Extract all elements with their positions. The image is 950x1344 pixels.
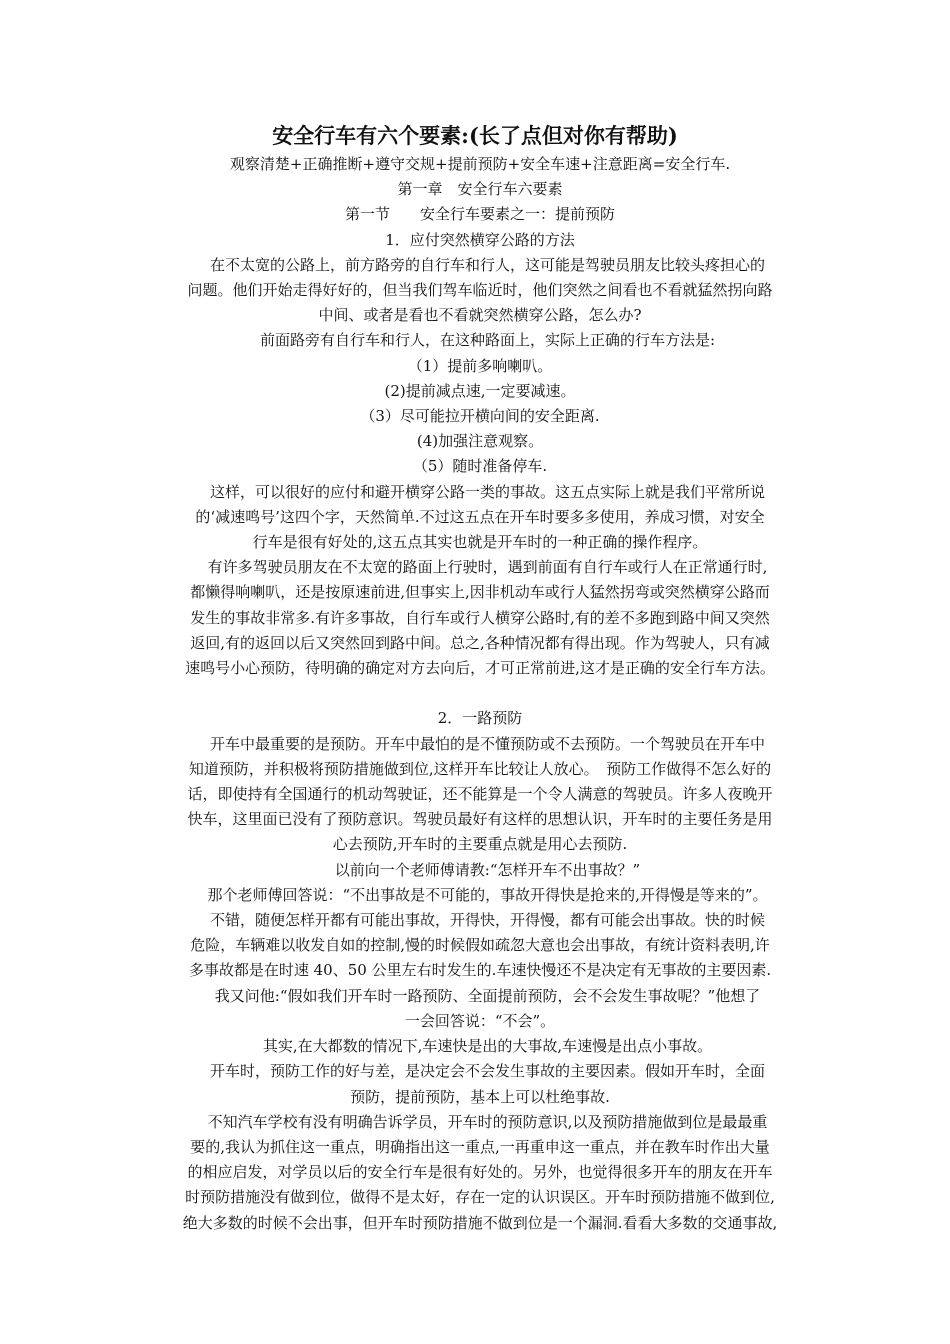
text-line: (2)提前减点速,一定要减速。 <box>384 381 576 400</box>
text-line: 开车时，预防工作的好与差，是决定会不会发生事故的主要因素。假如开车时，全面 <box>194 1062 765 1081</box>
text-line: 这样，可以很好的应付和避开横穿公路一类的事故。这五点实际上就是我们平常所说 <box>194 482 765 501</box>
text-line: 要的,我认为抓住这一重点，明确指出这一重点,一再重申这一重点，并在教车时作出大量 <box>190 1137 770 1156</box>
text-line: （1）提前多响喇叭。 <box>407 356 553 375</box>
text-line: 我又问他:“假如我们开车时一路预防、全面提前预防，会不会发生事故呢？”他想了 <box>199 986 761 1005</box>
text-line: 的‘减速鸣号’这四个字，天然简单.不过这五点在开车时要多多使用，养成习惯，对安全 <box>195 507 765 526</box>
text-line: 速鸣号小心预防，待明确的确定对方去向后，才可正常前进,这才是正确的安全行车方法。 <box>185 659 775 678</box>
document-title: 安全行车有六个要素:(长了点但对你有帮助) <box>272 123 678 148</box>
text-line: 在不太宽的公路上，前方路旁的自行车和行人，这可能是驾驶员朋友比较头疼担心的 <box>194 255 765 274</box>
text-line: 第一章 安全行车六要素 <box>397 180 563 199</box>
text-line: 第一节 安全行车要素之一：提前预防 <box>344 205 615 224</box>
text-line: 2．一路预防 <box>437 709 523 728</box>
blank-line <box>140 681 820 706</box>
text-line: 发生的事故非常多.有许多事故，自行车或行人横穿公路时,有的差不多跑到路中间又突然 <box>190 608 770 627</box>
text-line: 问题。他们开始走得好好的，但当我们驾车临近时，他们突然之间看也不看就猛然拐向路 <box>187 281 773 300</box>
text-line: 不知汽车学校有没有明确告诉学员，开车时的预防意识,以及预防措施做到位是最最重 <box>192 1112 768 1131</box>
text-line: 都懒得响喇叭，还是按原速前进,但事实上,因非机动车或行人猛然拐弯或突然横穿公路而 <box>190 583 770 602</box>
text-line: 话，即使持有全国通行的机动驾驶证，还不能算是一个令人满意的驾驶员。许多人夜晚开 <box>187 785 773 804</box>
text-line: 快车，这里面已没有了预防意识。驾驶员最好有这样的思想认识，开车时的主要任务是用 <box>187 810 773 829</box>
text-line: 危险，车辆难以收发自如的控制,慢的时候假如疏忽大意也会出事故，有统计资料表明,许 <box>190 936 770 955</box>
text-line: 时预防措施没有做到位，做得不是太好，存在一定的认识误区。开车时预防措施不做到位, <box>185 1188 775 1207</box>
text-line: 知道预防，并积极将预防措施做到位,这样开车比较让人放心。 预防工作做得不怎么好的 <box>188 759 772 778</box>
text-line: 观察清楚+正确推断+遵守交规+提前预防+安全车速+注意距离=安全行车. <box>229 155 731 173</box>
text-line: 以前向一个老师傅请教:“怎样开车不出事故？” <box>319 860 641 879</box>
text-line: 多事故都是在时速 40、50 公里左右时发生的.车速快慢还不是决定有无事故的主要因素. <box>188 961 772 980</box>
text-line: 心去预防,开车时的主要重点就是用心去预防. <box>332 835 628 854</box>
text-line: 那个老师傅回答说：“不出事故是不可能的，事故开得快是抢来的,开得慢是等来的”。 <box>192 885 768 904</box>
text-line: 返回,有的返回以后又突然回到路中间。总之,各种情况都有得出现。作为驾驶人，只有减 <box>190 633 770 652</box>
text-line: 前面路旁有自行车和行人，在这种路面上，实际上正确的行车方法是: <box>244 331 716 350</box>
text-line: 有许多驾驶员朋友在不太宽的路面上行驶时，遇到前面有自行车或行人在正常通行时, <box>192 558 768 577</box>
text-line: (4)加强注意观察。 <box>416 432 544 451</box>
document-body <box>140 152 820 1236</box>
text-line: 预防，提前预防，基本上可以杜绝事故. <box>350 1087 610 1106</box>
text-line: 绝大多数的时候不会出事，但开车时预防措施不做到位是一个漏洞.看看大多数的交通事故, <box>182 1213 778 1232</box>
text-line: 不错，随便怎样开都有可能出事故，开得快，开得慢，都有可能会出事故。快的时候 <box>194 911 765 930</box>
text-line: 中间、或者是看也不看就突然横穿公路，怎么办? <box>318 306 642 325</box>
text-line: 的相应启发，对学员以后的安全行车是很有好处的。另外，也觉得很多开车的朋友在开车 <box>187 1163 773 1182</box>
text-line: 开车中最重要的是预防。开车中最怕的是不懂预防或不去预防。一个驾驶员在开车中 <box>194 734 765 753</box>
text-line: 其实,在大都数的情况下,车速快是出的大事故,车速慢是出点小事故。 <box>247 1037 713 1056</box>
text-line: 一会回答说：“不会”。 <box>404 1011 556 1030</box>
text-line: 1．应付突然横穿公路的方法 <box>385 230 575 249</box>
text-line: （3）尽可能拉开横向间的安全距离. <box>360 407 600 426</box>
text-line: （5）随时准备停车. <box>412 457 548 476</box>
text-line: 行车是很有好处的,这五点其实也就是开车时的一种正确的操作程序。 <box>252 533 708 552</box>
